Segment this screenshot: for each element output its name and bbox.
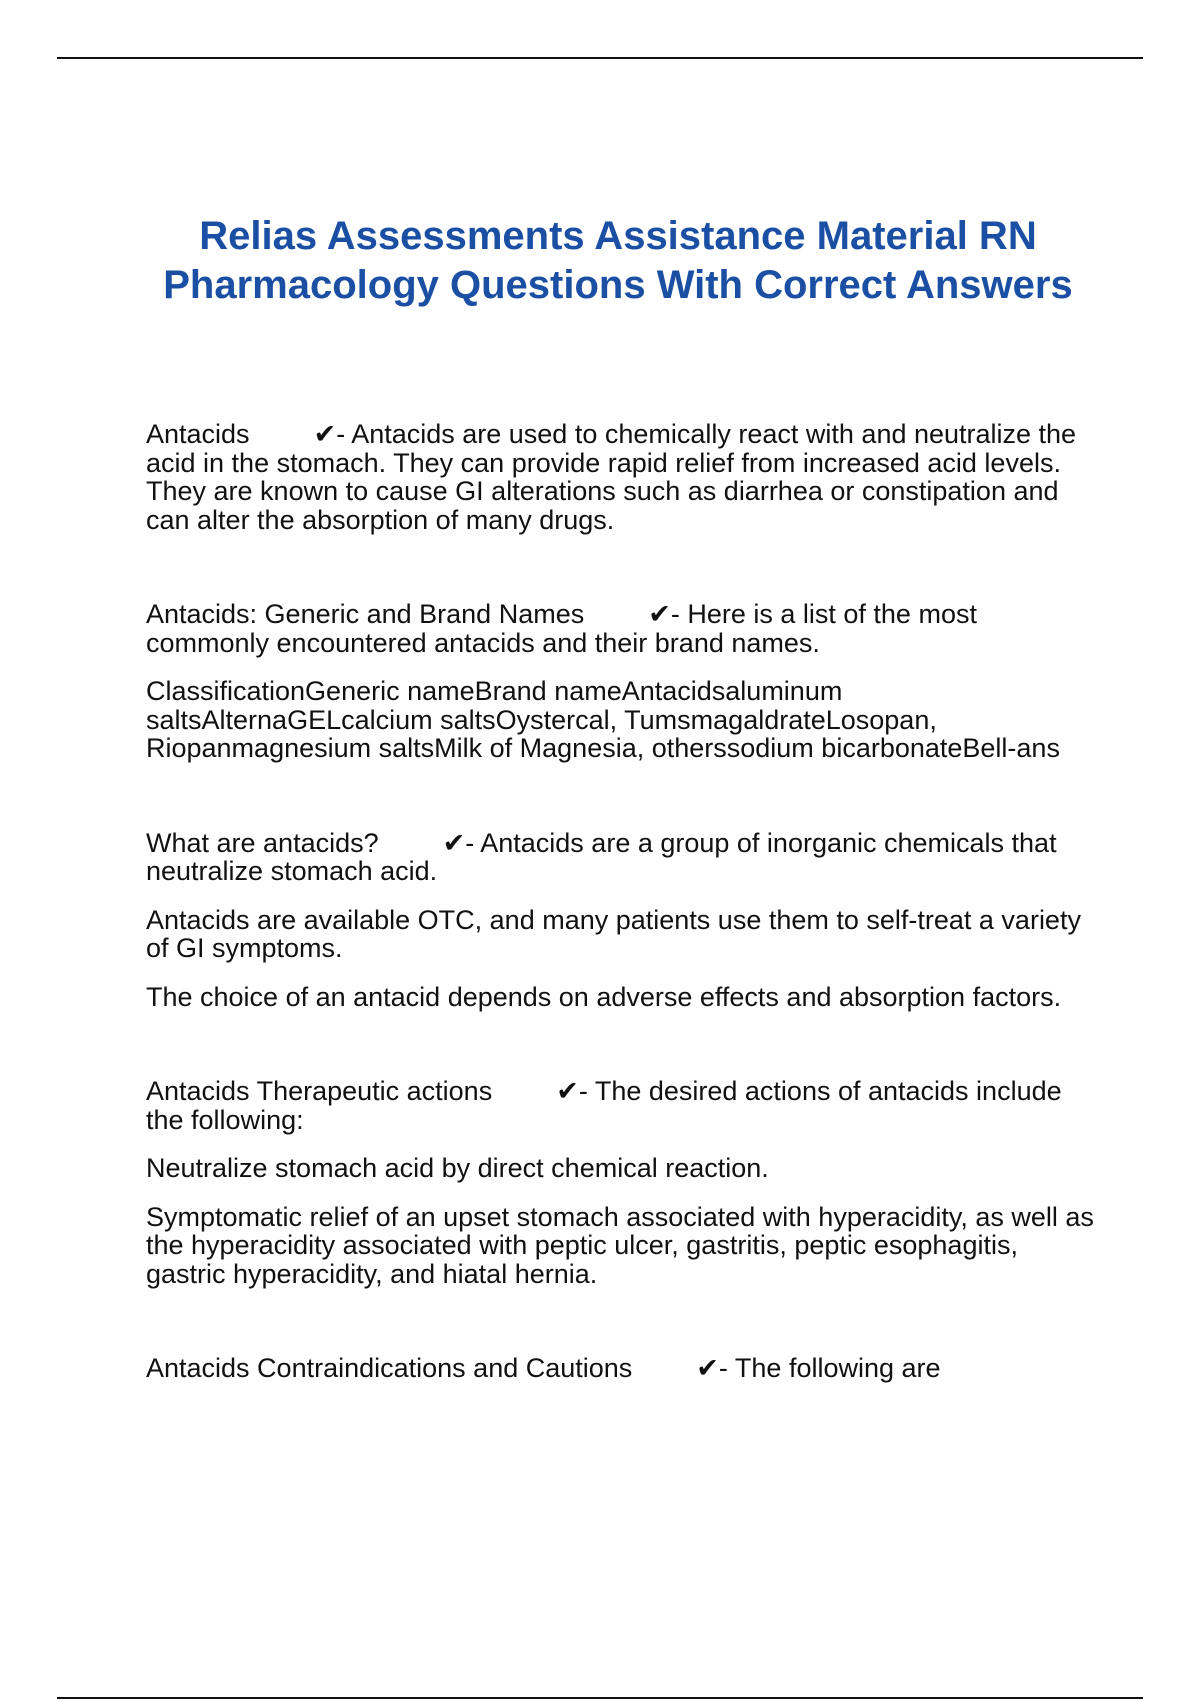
check-mark-icon: ✔ bbox=[313, 419, 337, 449]
question-text: Antacids Contraindications and Cautions bbox=[146, 1353, 633, 1383]
check-mark-icon: ✔ bbox=[442, 827, 466, 858]
question-text: What are antacids? bbox=[146, 827, 379, 858]
qa-item-therapeutic-actions bbox=[146, 1077, 1096, 1288]
qa-question-line bbox=[146, 1077, 1096, 1134]
answer-paragraph: The choice of an antacid depends on adverse effects and absorption factors. bbox=[146, 981, 1062, 1012]
check-mark-icon: ✔ bbox=[696, 1353, 719, 1383]
qa-question-line bbox=[146, 420, 1096, 534]
answer-text: - The desired actions of antacids include the following: bbox=[146, 1076, 1062, 1135]
answer-paragraph: Symptomatic relief of an upset stomach associated with hyperacidity, as well as the hyperacidity associated with peptic ulcer, gastritis, peptic esophagitis, gastric hyperacidity, and hiatal hernia. bbox=[146, 1201, 1094, 1289]
qa-question-line bbox=[146, 829, 1096, 886]
check-mark-icon: ✔ bbox=[556, 1076, 579, 1106]
qa-question-line bbox=[146, 600, 1096, 657]
qa-item-generic-brand-names bbox=[146, 600, 1096, 763]
qa-item-contraindications bbox=[146, 1354, 1096, 1383]
answer-text: - The following are bbox=[718, 1353, 941, 1383]
qa-item-what-are-antacids bbox=[146, 829, 1096, 1012]
answer-text: - Here is a list of the most commonly encountered antacids and their brand names. bbox=[146, 599, 977, 658]
document-body bbox=[146, 420, 1096, 1383]
qa-item-antacids bbox=[146, 420, 1096, 534]
qa-question-line bbox=[146, 1354, 1096, 1383]
footer-rule bbox=[57, 1697, 1143, 1699]
question-text: Antacids bbox=[146, 419, 250, 449]
answer-text: - Antacids are used to chemically react with and neutralize the acid in the stomach. They can provide rapid relief from increased acid levels. They are known to cause GI alterations such as diarrhea or constipation and can alter the absorption of many drugs. bbox=[146, 419, 1077, 535]
answer-paragraph: Neutralize stomach acid by direct chemical reaction. bbox=[146, 1153, 769, 1183]
check-mark-icon: ✔ bbox=[648, 599, 671, 629]
answer-paragraph: ClassificationGeneric nameBrand nameAntacidsaluminum saltsAlternaGELcalcium saltsOystercal, TumsmagaldrateLosopan, Riopanmagnesium saltsMilk of Magnesia, otherssodium bicarbonateBell-ans bbox=[146, 676, 1060, 763]
question-text: Antacids Therapeutic actions bbox=[146, 1076, 493, 1106]
answer-text: - Antacids are a group of inorganic chemicals that neutralize stomach acid. bbox=[146, 827, 1057, 886]
question-text: Antacids: Generic and Brand Names bbox=[146, 599, 585, 629]
header-rule bbox=[57, 57, 1143, 59]
answer-paragraph: Antacids are available OTC, and many patients use them to self-treat a variety of GI symptoms. bbox=[146, 904, 1081, 963]
document-title: Relias Assessments Assistance Material RN Pharmacology Questions With Correct Answers bbox=[163, 214, 1073, 307]
